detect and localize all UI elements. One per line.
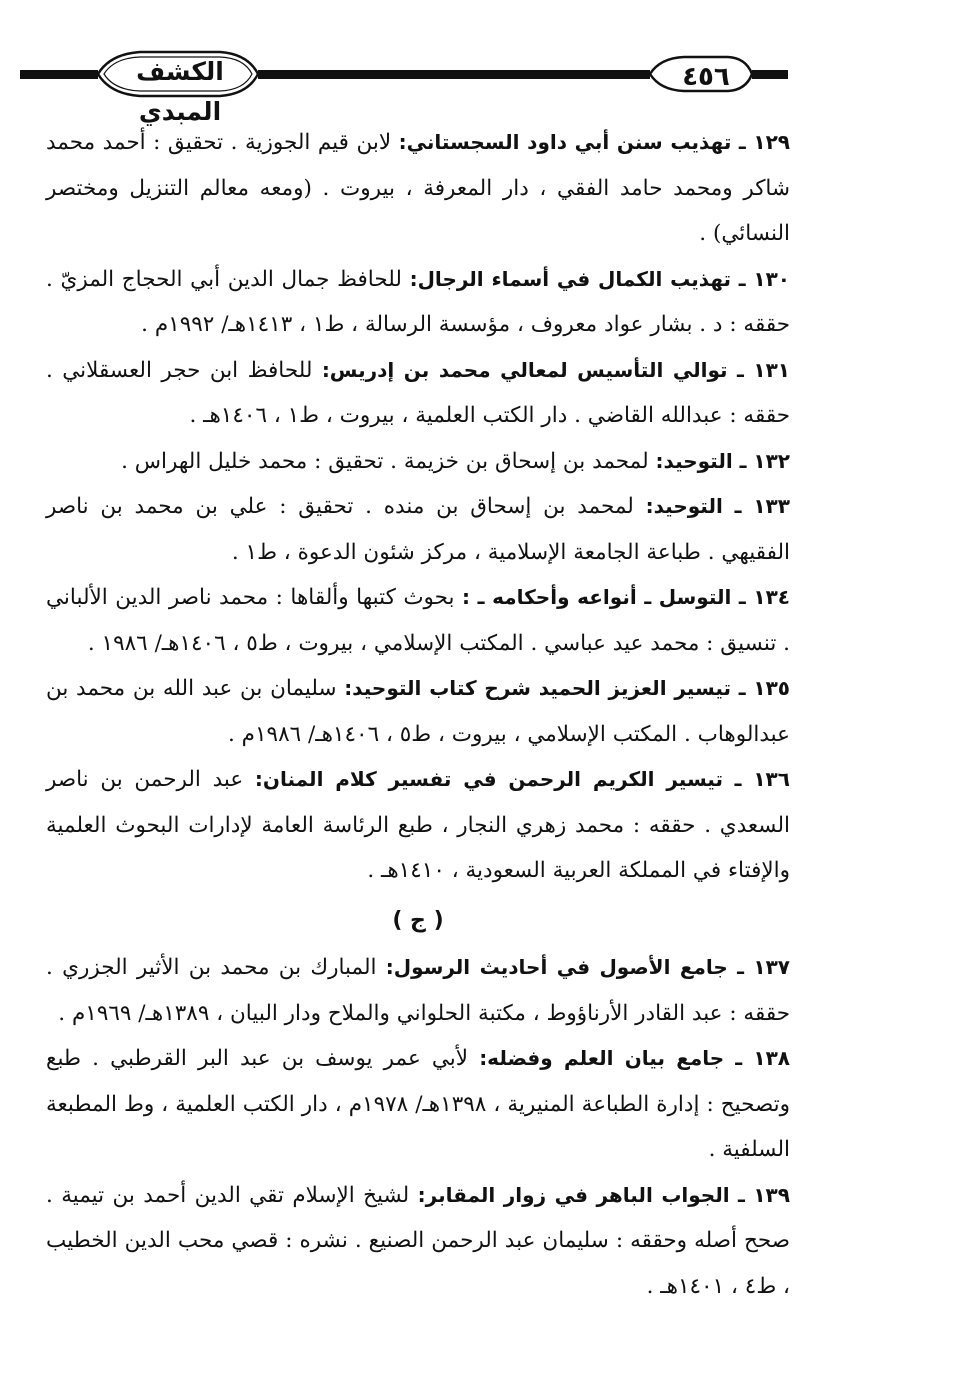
running-title: الكشف المبدي <box>136 57 224 126</box>
entry-text: للحافظ جمال الدين أبي الحجاج المزيّ . حققه : د . بشار عواد معروف ، مؤسسة الرسالة ، ط١ ، ١٤١٣هـ/ ١٩٩٢م . <box>46 266 790 337</box>
bib-entry-133 <box>46 484 790 575</box>
entry-text: لمحمد بن إسحاق بن منده . تحقيق : علي بن محمد بن ناصر الفقيهي . طباعة الجامعة الإسلامية ، مركز شئون الدعوة ، ط١ . <box>46 494 790 565</box>
entry-title: تيسير الكريم الرحمن في تفسير كلام المنان: <box>254 767 723 791</box>
bib-entry-135 <box>46 666 790 757</box>
entry-text: لابن قيم الجوزية . تحقيق : أحمد محمد شاكر ومحمد حامد الفقي ، دار المعرفة ، بيروت . (ومعه معالم التنزيل ومختصر النسائي) . <box>46 130 790 246</box>
entry-text: المبارك بن محمد بن الأثير الجزري . حققه : عبد القادر الأرناؤوط ، مكتبة الحلواني والملاح ودار البيان ، ١٣٨٩هـ/ ١٩٦٩م . <box>46 955 790 1026</box>
entry-text: للحافظ ابن حجر العسقلاني . حققه : عبدالله القاضي . دار الكتب العلمية ، بيروت ، ط١ ، ١٤٠٦هـ . <box>46 357 790 428</box>
entry-text: عبد الرحمن بن ناصر السعدي . حققه : محمد زهري النجار ، طبع الرئاسة العامة لإدارات البحوث العلمية والإفتاء في المملكة العربية السعودية ، ١٤١٠هـ . <box>46 767 790 883</box>
entry-title: التوحيد: <box>645 494 723 518</box>
bib-entry-139 <box>46 1173 790 1310</box>
entry-number: ١٣٥ ـ <box>738 676 790 700</box>
entry-number: ١٣٨ ـ <box>735 1046 791 1070</box>
entry-title: جامع الأصول في أحاديث الرسول: <box>385 955 728 979</box>
page-number: ٤٥٦ <box>682 62 730 92</box>
entry-number: ١٣٠ ـ <box>738 266 790 291</box>
entry-title: الجواب الباهر في زوار المقابر: <box>417 1182 730 1207</box>
entry-number: ١٣١ ـ <box>736 357 790 382</box>
entry-text: لمحمد بن إسحاق بن خزيمة . تحقيق : محمد خليل الهراس . <box>121 448 649 474</box>
entry-text: لأبي عمر يوسف بن عبد البر القرطبي . طبع وتصحيح : إدارة الطباعة المنيرية ، ١٣٩٨هـ/ ١٩٧٨م ، دار الكتب العلمية ، وط المطبعة السلفية . <box>46 1046 790 1162</box>
entry-title: تهذيب سنن أبي داود السجستاني: <box>398 130 732 154</box>
entry-number: ١٣٣ ـ <box>734 494 790 518</box>
entry-number: ١٣٩ ـ <box>737 1182 790 1207</box>
section-heading-jim: ( ج ) <box>392 907 444 933</box>
bibliography-list <box>46 120 790 1309</box>
bib-entry-129 <box>46 120 790 257</box>
bib-entry-137 <box>46 945 790 1036</box>
bib-entry-138 <box>46 1036 790 1173</box>
entry-title: تهذيب الكمال في أسماء الرجال: <box>409 266 732 291</box>
entry-number: ١٣٢ ـ <box>739 448 790 473</box>
entry-number: ١٣٧ ـ <box>737 955 790 979</box>
bib-entry-130 <box>46 257 790 348</box>
entry-text: لشيخ الإسلام تقي الدين أحمد بن تيمية . صحح أصله وحققه : سليمان عبد الرحمن الصنيع . نشره : قصي محب الدين الخطيب ، ط٤ ، ١٤٠١هـ . <box>46 1182 790 1299</box>
entry-text: سليمان بن عبد الله بن محمد بن عبدالوهاب . المكتب الإسلامي ، بيروت ، ط٥ ، ١٤٠٦هـ/ ١٩٨٦م . <box>46 676 790 747</box>
entry-title: التوحيد: <box>655 448 733 473</box>
bib-entry-134 <box>46 575 790 666</box>
entry-number: ١٣٦ ـ <box>734 767 790 791</box>
entry-title: توالي التأسيس لمعالي محمد بن إدريس: <box>321 357 728 382</box>
entry-number: ١٢٩ ـ <box>738 130 790 154</box>
entry-title: التوسل ـ أنواعه وأحكامه ـ : <box>462 585 732 609</box>
entry-number: ١٣٤ ـ <box>738 585 790 609</box>
bib-entry-136 <box>46 757 790 894</box>
entry-title: جامع بيان العلم وفضله: <box>479 1046 725 1070</box>
entry-text: بحوث كتبها وألقاها : محمد ناصر الدين الألباني . تنسيق : محمد عيد عباسي . المكتب الإسلامي ، بيروت ، ط٥ ، ١٤٠٦هـ/ ١٩٨٦ . <box>46 585 790 656</box>
bib-entry-132 <box>46 439 790 485</box>
entry-title: تيسير العزيز الحميد شرح كتاب التوحيد: <box>344 676 731 700</box>
bib-entry-131 <box>46 348 790 439</box>
